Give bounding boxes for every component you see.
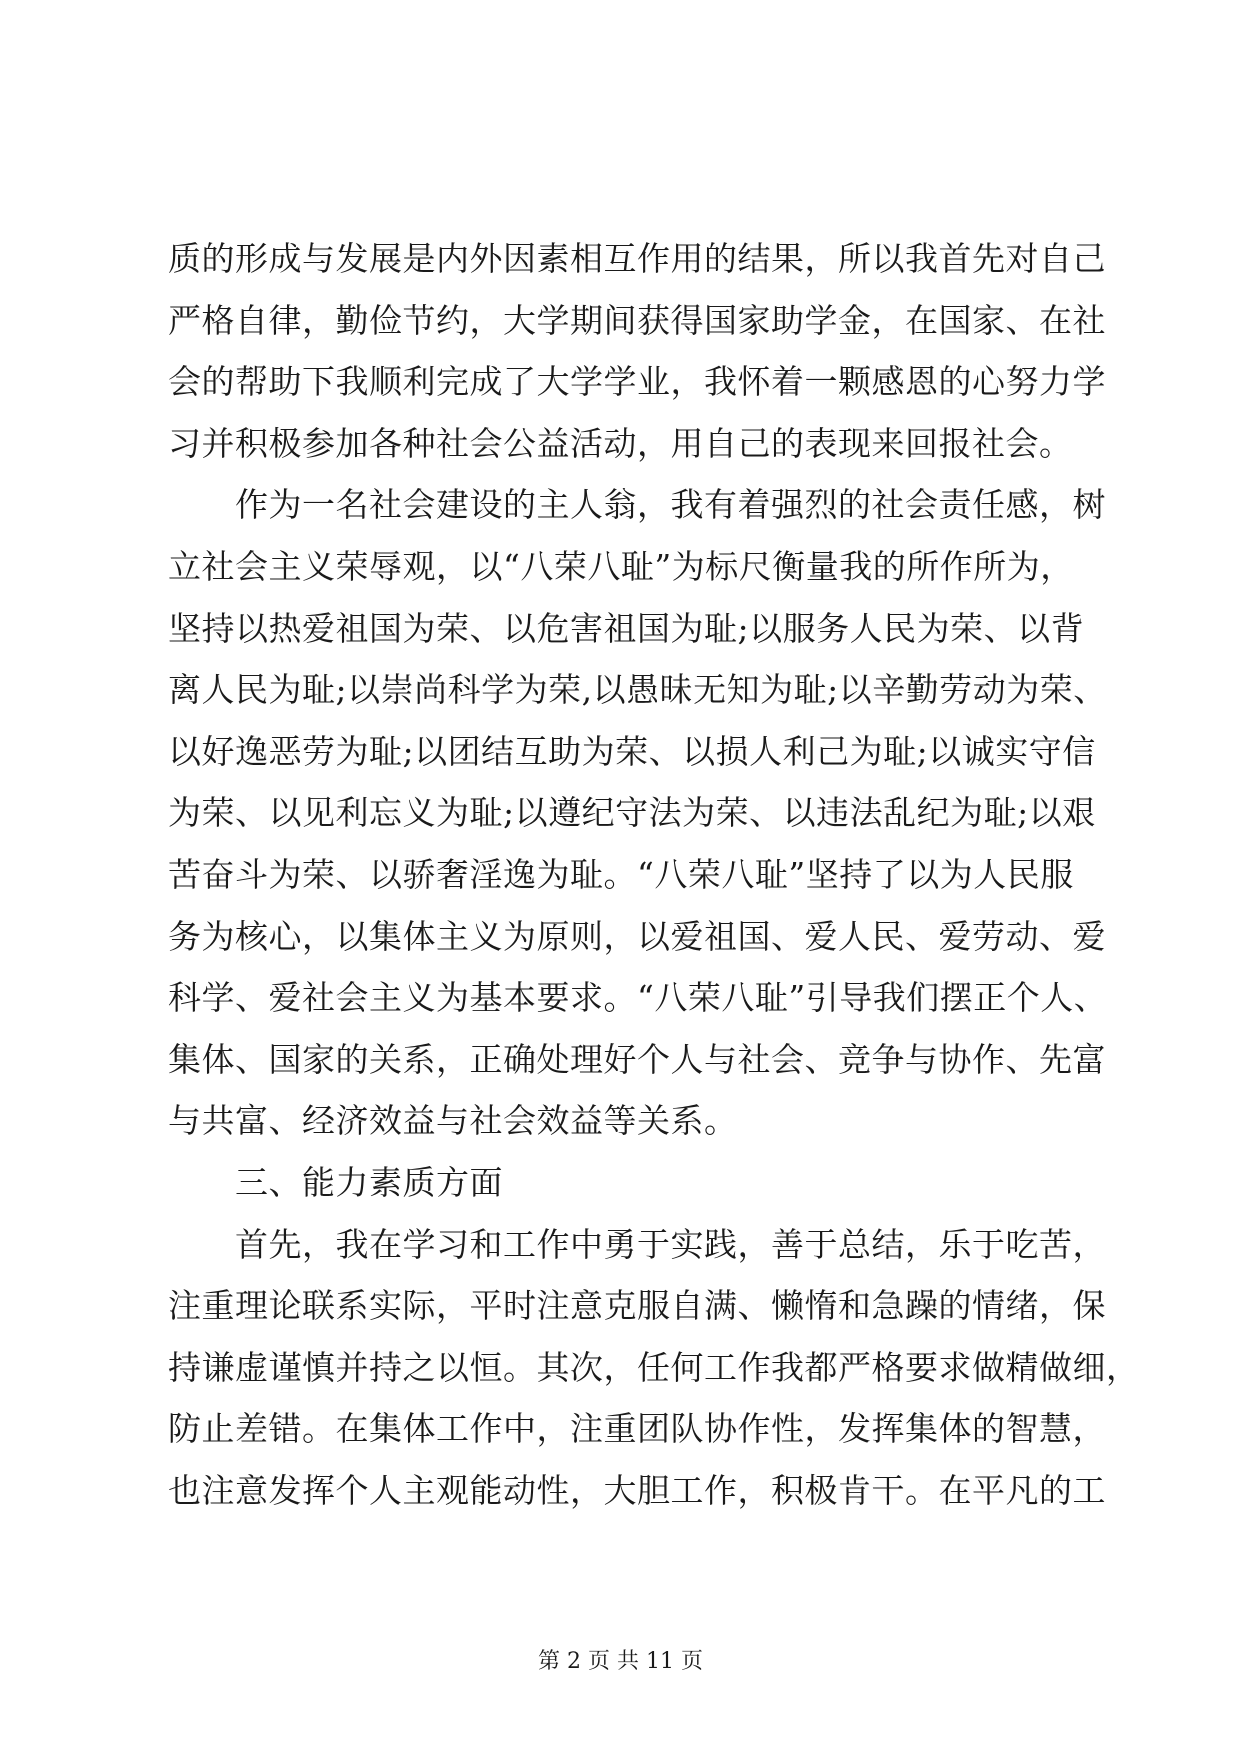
text-line: 为荣、以见利忘义为耻;以遵纪守法为荣、以违法乱纪为耻;以艰 bbox=[168, 793, 1096, 833]
text-line: 集体、国家的关系，正确处理好个人与社会、竞争与协作、先富 bbox=[168, 1039, 1106, 1079]
text-line: 注重理论联系实际，平时注意克服自满、懒惰和急躁的情绪，保 bbox=[168, 1286, 1106, 1326]
text-line: 科学、爱社会主义为基本要求。“八荣八耻”引导我们摆正个人、 bbox=[168, 978, 1108, 1018]
text-line: 以好逸恶劳为耻;以团结互助为荣、以损人利己为耻;以诚实守信 bbox=[168, 731, 1096, 771]
text-line: 立社会主义荣辱观，以“八荣八耻”为标尺衡量我的所作所为， bbox=[168, 546, 1074, 586]
text-line: 防止差错。在集体工作中，注重团队协作性，发挥集体的智慧， bbox=[168, 1409, 1106, 1449]
section-heading: 三、能力素质方面 bbox=[235, 1162, 503, 1202]
text-line: 会的帮助下我顺利完成了大学学业，我怀着一颗感恩的心努力学 bbox=[168, 362, 1106, 402]
text-line: 也注意发挥个人主观能动性，大胆工作，积极肯干。在平凡的工 bbox=[168, 1470, 1106, 1510]
page-number-footer: 第 2 页 共 11 页 bbox=[538, 1649, 703, 1674]
text-line: 苦奋斗为荣、以骄奢淫逸为耻。“八荣八耻”坚持了以为人民服 bbox=[168, 854, 1074, 894]
text-line: 与共富、经济效益与社会效益等关系。 bbox=[168, 1101, 738, 1141]
text-line: 离人民为耻;以崇尚科学为荣,以愚昧无知为耻;以辛勤劳动为荣、 bbox=[168, 670, 1107, 710]
body-text bbox=[168, 228, 1140, 1521]
text-line: 坚持以热爱祖国为荣、以危害祖国为耻;以服务人民为荣、以背 bbox=[168, 608, 1085, 648]
text-line: 持谦虚谨慎并持之以恒。其次，任何工作我都严格要求做精做细， bbox=[168, 1347, 1140, 1387]
text-line: 质的形成与发展是内外因素相互作用的结果，所以我首先对自己 bbox=[168, 239, 1106, 278]
paragraph-start-line: 首先，我在学习和工作中勇于实践，善于总结，乐于吃苦， bbox=[235, 1224, 1106, 1264]
paragraph-start-line: 作为一名社会建设的主人翁，我有着强烈的社会责任感，树 bbox=[235, 485, 1106, 525]
text-line: 习并积极参加各种社会公益活动，用自己的表现来回报社会。 bbox=[168, 423, 1073, 463]
text-line: 务为核心，以集体主义为原则，以爱祖国、爱人民、爱劳动、爱 bbox=[168, 916, 1106, 956]
text-line: 严格自律，勤俭节约，大学期间获得国家助学金，在国家、在社 bbox=[168, 300, 1106, 340]
